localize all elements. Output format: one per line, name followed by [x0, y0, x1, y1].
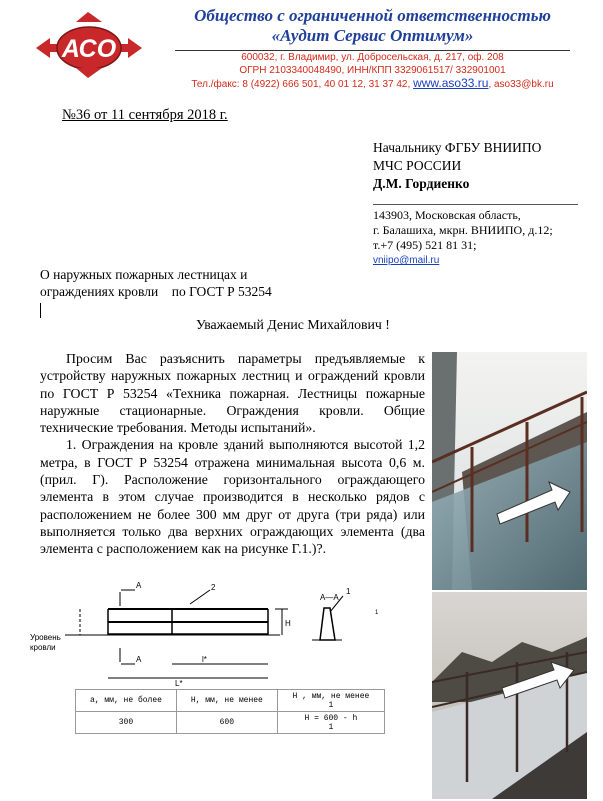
letter-number: №36 от 11 сентября 2018 г. [62, 107, 228, 123]
section-label: А—А [320, 593, 339, 602]
roof-level-line-2: кровли [30, 643, 56, 652]
railing-drawing [30, 578, 385, 688]
recipient-line-2: МЧС РОССИИ [373, 158, 462, 173]
subject-line-1: О наружных пожарных лестницах и [40, 267, 248, 282]
roof-railing-photos [432, 352, 587, 799]
org-phone: Тел./факс: 8 (4922) 666 501, 40 01 12, 31 37 42, [191, 79, 411, 90]
dimensions-table [75, 689, 385, 734]
length-label: L* [175, 679, 183, 688]
org-name [150, 6, 595, 46]
recipient-phone: т.+7 (495) 521 81 31; [373, 238, 477, 252]
callout-2-leader [190, 590, 210, 604]
recipient-email-link[interactable]: vniipo@mail.ru [373, 255, 440, 266]
org-phone-line: Тел./факс: 8 (4922) 666 501, 40 01 12, 31 37 42, www.aso33.ru, aso33@bk.ru [191, 76, 554, 90]
section-marker-top: А [136, 581, 142, 590]
letter-body [40, 350, 425, 558]
letter-subject [40, 266, 272, 300]
span-label: l* [202, 655, 207, 664]
section-profile [320, 608, 335, 640]
small-mark: 1 [375, 610, 379, 616]
table-header-row [76, 690, 385, 712]
recipient-address-1: 143903, Московская область, [373, 208, 521, 222]
recipient-address-block [373, 208, 553, 268]
org-address: 600032, г. Владимир, ул. Добросельская, д. 217, оф. 208 [241, 52, 504, 63]
roof-level-line-1: Уровень [30, 633, 61, 642]
org-ogrn: ОГРН 2103340048490, ИНН/КПП 3329061517/ 332901001 [239, 64, 506, 76]
org-contacts [150, 52, 595, 92]
recipient-name: Д.М. Гордиенко [373, 176, 470, 191]
org-line-1: Общество с ограниченной ответственностью [194, 6, 551, 25]
text-cursor [40, 303, 41, 318]
callout-1-label: 1 [346, 587, 351, 596]
org-email[interactable]: aso33@bk.ru [494, 79, 554, 90]
roof-level-label [30, 633, 63, 652]
callout-2-label: 2 [211, 583, 216, 592]
org-website-link[interactable]: www.aso33.ru [413, 76, 489, 90]
subject-line-2: ограждениях кровли по ГОСТ Р 53254 [40, 284, 272, 299]
section-marker-bottom: А [136, 655, 142, 664]
photo-bottom [432, 592, 587, 799]
table-row [76, 712, 385, 734]
photo-top [432, 352, 587, 590]
table-header-cell: a, мм, не более [76, 690, 177, 712]
table-cell: H = 600 - h 1 [277, 712, 384, 734]
logo-text: АСО [61, 35, 117, 63]
greeting: Уважаемый Денис Михайлович ! [196, 317, 390, 332]
header-divider [175, 50, 570, 51]
table-cell: 600 [176, 712, 277, 734]
company-logo [30, 8, 148, 80]
recipient-line-1: Начальнику ФГБУ ВНИИПО [373, 140, 542, 155]
table-header-cell: H , мм, не менее 1 [277, 690, 384, 712]
table-header-cell: H, мм, не менее [176, 690, 277, 712]
paragraph-2: 1. Ограждения на кровле зданий выполняются высотой 1,2 метра, в ГОСТ Р 53254 отражена минимальная высота 0,6 м. (прил. Г). Расположение горизонтального ограждающего элемента в этом случае производится в несколько рядов с расположением не более 300 мм друг от друга (три ряда) или выполняется только два верхних ограждающих элемента (два элемента с расположением как на рисунке Г.1.)?. [40, 437, 425, 557]
paragraph-1: Просим Вас разъяснить параметры предъявляемые к устройству наружных пожарных лестниц и ограждений кровли по ГОСТ Р 53254 «Техника пожарная. Лестницы пожарные наружные стационарные. Ограждения кровли. Общие технические требования. Методы испытаний». [40, 351, 425, 436]
recipient-address-2: г. Балашиха, мкрн. ВНИИПО, д.12; [373, 223, 553, 237]
table-cell: 300 [76, 712, 177, 734]
recipient-block [373, 139, 541, 193]
recipient-divider [373, 204, 578, 205]
height-label: H [285, 619, 291, 628]
org-line-2: «Аудит Сервис Оптимум» [271, 26, 474, 45]
